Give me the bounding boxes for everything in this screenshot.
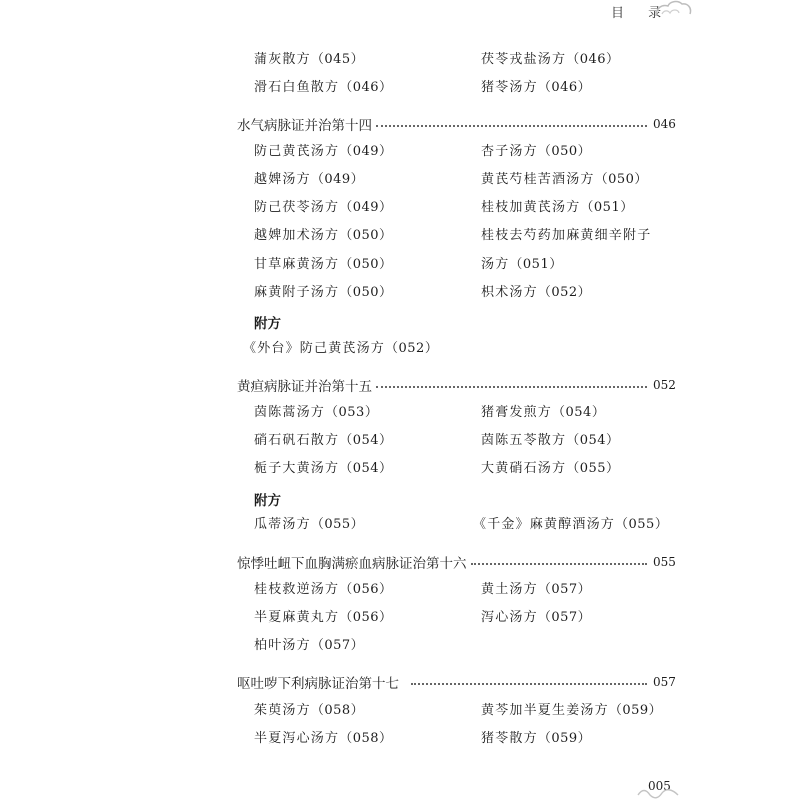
chapter-heading[interactable] <box>237 553 676 572</box>
toc-entry[interactable]: 蒲灰散方（045） <box>254 52 365 67</box>
appendix-heading: 附方 <box>254 316 281 332</box>
toc-entry[interactable]: 《千金》麻黄醇酒汤方（055） <box>473 517 669 532</box>
chapter-title: 惊悸吐衄下血胸满瘀血病脉证治第十六 <box>237 556 467 572</box>
toc-entry[interactable]: 半夏麻黄丸方（056） <box>254 610 393 625</box>
toc-entry[interactable]: 瓜蒂汤方（055） <box>254 517 365 532</box>
toc-entry[interactable]: 栀子大黄汤方（054） <box>254 461 393 476</box>
toc-entry[interactable]: 黄土汤方（057） <box>481 582 592 597</box>
toc-entry[interactable]: 滑石白鱼散方（046） <box>254 80 393 95</box>
dot-leader <box>411 683 647 685</box>
toc-entry[interactable]: 防己茯苓汤方（049） <box>254 200 393 215</box>
toc-entry[interactable]: 桂枝救逆汤方（056） <box>254 582 393 597</box>
page-number: 005 <box>648 779 671 793</box>
toc-entry[interactable]: 猪苓散方（059） <box>481 731 592 746</box>
wave-ornament-icon <box>636 787 680 799</box>
chapter-heading[interactable] <box>237 115 676 134</box>
toc-entry[interactable]: 越婢汤方（049） <box>254 172 365 187</box>
chapter-title: 黄疸病脉证并治第十五 <box>237 379 372 395</box>
toc-entry[interactable]: 杏子汤方（050） <box>481 144 592 159</box>
toc-entry[interactable]: 汤方（051） <box>481 257 563 272</box>
toc-entry[interactable]: 枳术汤方（052） <box>481 285 592 300</box>
toc-entry[interactable]: 越婢加术汤方（050） <box>254 228 393 243</box>
cloud-ornament-icon <box>652 0 692 18</box>
toc-entry[interactable]: 麻黄附子汤方（050） <box>254 285 393 300</box>
toc-entry[interactable]: 茱萸汤方（058） <box>254 703 365 718</box>
dot-leader <box>376 125 647 127</box>
toc-entry[interactable]: 半夏泻心汤方（058） <box>254 731 393 746</box>
chapter-heading[interactable] <box>237 673 676 692</box>
appendix-heading: 附方 <box>254 493 281 509</box>
dot-leader <box>376 386 647 388</box>
toc-entry[interactable]: 桂枝去芍药加麻黄细辛附子 <box>481 228 652 243</box>
chapter-page: 057 <box>653 675 676 689</box>
chapter-page: 052 <box>653 378 676 392</box>
toc-entry[interactable]: 《外台》防己黄芪汤方（052） <box>243 341 439 356</box>
toc-entry[interactable]: 茵陈蒿汤方（053） <box>254 405 379 420</box>
toc-entry[interactable]: 猪膏发煎方（054） <box>481 405 606 420</box>
toc-entry[interactable]: 茵陈五苓散方（054） <box>481 433 620 448</box>
toc-entry[interactable]: 桂枝加黄芪汤方（051） <box>481 200 634 215</box>
toc-entry[interactable]: 甘草麻黄汤方（050） <box>254 257 393 272</box>
toc-entry[interactable]: 黄芪芍桂苦酒汤方（050） <box>481 172 648 187</box>
dot-leader <box>471 563 648 565</box>
chapter-title: 呕吐哕下利病脉证治第十七 <box>237 676 399 692</box>
toc-entry[interactable]: 柏叶汤方（057） <box>254 638 365 653</box>
toc-entry[interactable]: 黄芩加半夏生姜汤方（059） <box>481 703 663 718</box>
chapter-heading[interactable] <box>237 376 676 395</box>
toc-entry[interactable]: 茯苓戎盐汤方（046） <box>481 52 620 67</box>
toc-entry[interactable]: 硝石矾石散方（054） <box>254 433 393 448</box>
chapter-page: 046 <box>653 117 676 131</box>
chapter-title: 水气病脉证并治第十四 <box>237 118 372 134</box>
toc-entry[interactable]: 猪苓汤方（046） <box>481 80 592 95</box>
toc-entry[interactable]: 泻心汤方（057） <box>481 610 592 625</box>
toc-entry[interactable]: 大黄硝石汤方（055） <box>481 461 620 476</box>
chapter-page: 055 <box>653 555 676 569</box>
running-header: 目 录 <box>611 6 672 21</box>
toc-entry[interactable]: 防己黄芪汤方（049） <box>254 144 393 159</box>
